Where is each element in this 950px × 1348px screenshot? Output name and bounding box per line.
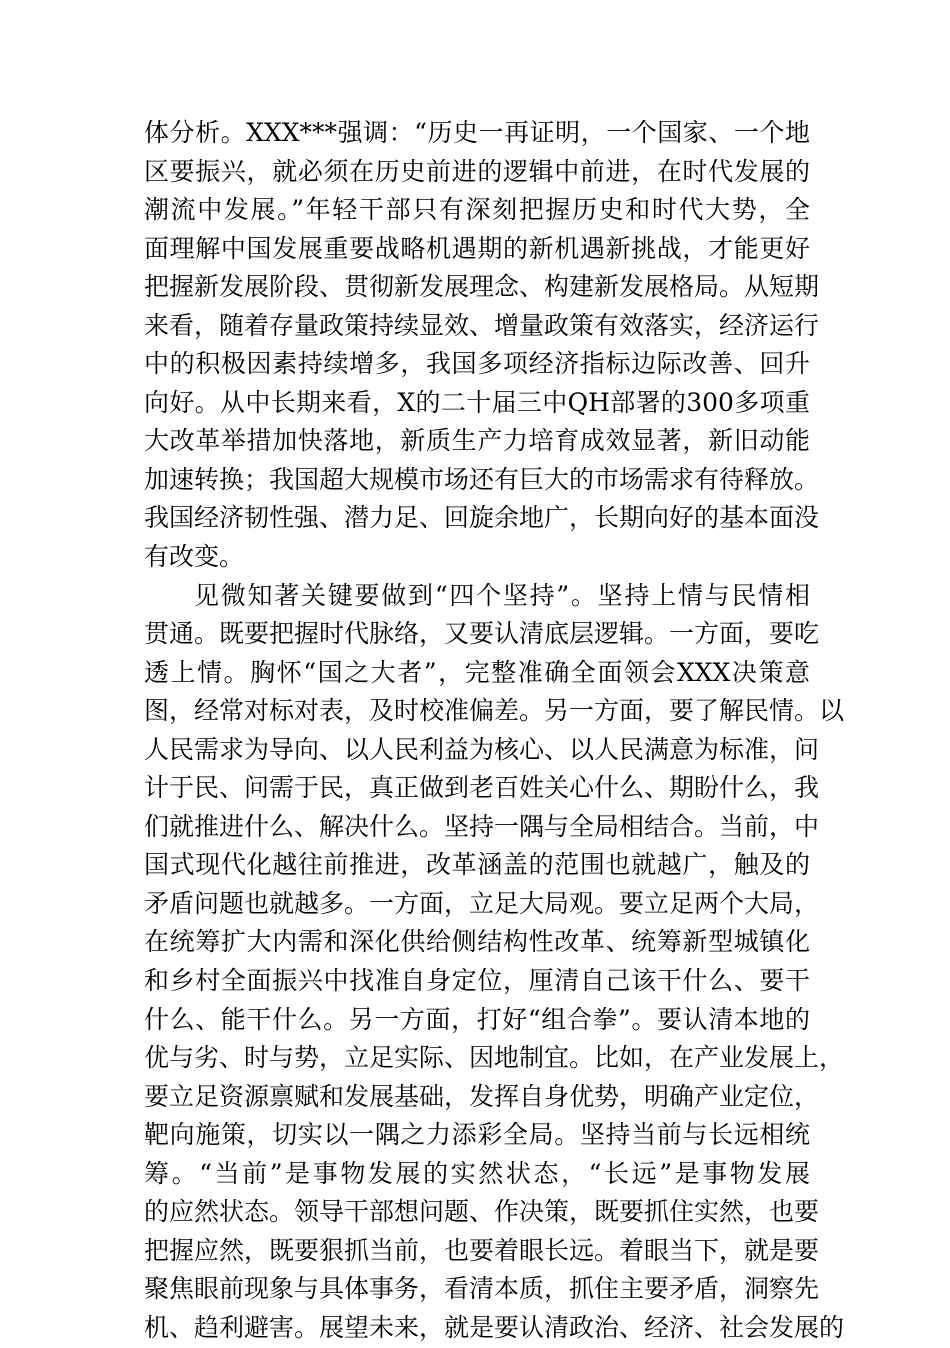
text-line: 矛盾问题也就越多。一方面，立足大局观。要立足两个大局，: [144, 888, 820, 918]
text-line: 中的积极因素持续增多，我国多项经济指标边际改善、回升: [144, 349, 810, 379]
text-line: 人民需求为导向、以人民利益为核心、以人民满意为标准，问: [144, 734, 820, 764]
text-line: 有改变。: [144, 542, 245, 572]
text-line: 体分析。XXX***强调：“历史一再证明，一个国家、一个地: [144, 118, 810, 147]
text-line: 机、趋利避害。展望未来，就是要认清政治、经济、社会发展的: [144, 1312, 845, 1342]
text-line: 潮流中发展。”年轻干部只有深刻把握历史和时代大势，全: [144, 195, 810, 225]
text-line: 在统筹扩大内需和深化供给侧结构性改革、统筹新型城镇化: [144, 927, 810, 957]
text-line: 图，经常对标对表，及时校准偏差。另一方面，要了解民情。以: [144, 696, 845, 726]
text-line: 筹。“当前”是事物发展的实然状态，“长远”是事物发展: [144, 1158, 810, 1188]
text-line: 加速转换；我国超大规模市场还有巨大的市场需求有待释放。: [144, 464, 820, 494]
text-line: 的应然状态。领导干部想问题、作决策，既要抓住实然，也要: [144, 1197, 820, 1227]
text-line: 来看，随着存量政策持续显效、增量政策有效落实，经济运行: [144, 310, 820, 340]
text-line: 们就推进什么、解决什么。坚持一隅与全局相结合。当前，中: [144, 811, 820, 841]
text-line: 见微知著关键要做到“四个坚持”。坚持上情与民情相: [194, 580, 810, 610]
text-line: 面理解中国发展重要战略机遇期的新机遇新挑战，才能更好: [144, 233, 810, 263]
text-line: 透上情。胸怀“国之大者”，完整准确全面领会XXX决策意: [144, 657, 810, 687]
text-line: 我国经济韧性强、潜力足、回旋余地广，长期向好的基本面没: [144, 503, 820, 533]
text-line: 和乡村全面振兴中找准自身定位，厘清自己该干什么、要干: [144, 966, 810, 996]
text-line: 什么、能干什么。另一方面，打好“组合拳”。要认清本地的: [144, 1004, 810, 1034]
text-line: 大改革举措加快落地，新质生产力培育成效显著，新旧动能: [144, 426, 810, 456]
text-line: 向好。从中长期来看，X的二十届三中QH部署的300多项重: [144, 387, 810, 417]
text-line: 区要振兴，就必须在历史前进的逻辑中前进，在时代发展的: [144, 156, 810, 186]
text-line: 把握应然，既要狠抓当前，也要着眼长远。着眼当下，就是要: [144, 1235, 820, 1265]
text-line: 要立足资源禀赋和发展基础，发挥自身优势，明确产业定位，: [144, 1081, 820, 1111]
text-line: 靶向施策，切实以一隅之力添彩全局。坚持当前与长远相统: [144, 1120, 810, 1150]
text-line: 聚焦眼前现象与具体事务，看清本质，抓住主要矛盾，洞察先: [144, 1274, 820, 1304]
text-line: 把握新发展阶段、贯彻新发展理念、构建新发展格局。从短期: [144, 272, 820, 302]
text-line: 贯通。既要把握时代脉络，又要认清底层逻辑。一方面，要吃: [144, 619, 820, 649]
text-line: 国式现代化越往前推进，改革涵盖的范围也就越广，触及的: [144, 850, 810, 880]
text-line: 优与劣、时与势，立足实际、因地制宜。比如，在产业发展上，: [144, 1043, 845, 1073]
body-text: [144, 114, 845, 1348]
text-line: 计于民、问需于民，真正做到老百姓关心什么、期盼什么，我: [144, 773, 820, 803]
